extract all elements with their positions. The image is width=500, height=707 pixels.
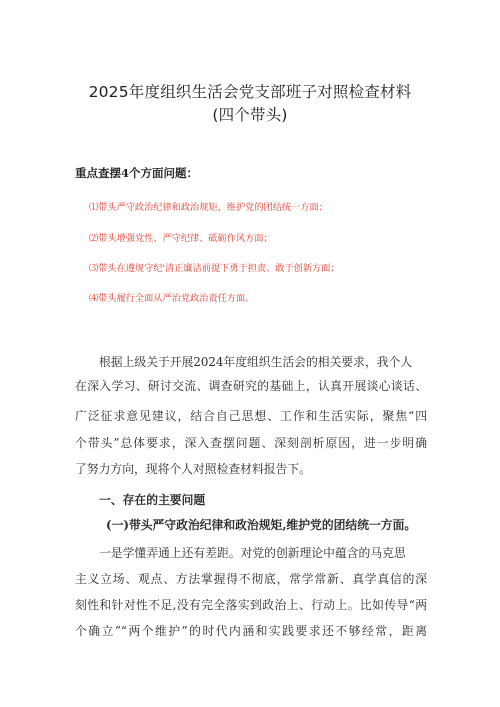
body-line: 一是学懂弄通上还有差距。对党的创新理论中蕴含的马克思 xyxy=(99,546,406,560)
intro-line: 根据上级关于开展2024年度组织生活会的相关要求，我个人 xyxy=(99,355,413,369)
body-line: 主义立场、观点、方法掌握得不彻底，常学常新、真学真信的深 xyxy=(75,572,427,586)
intro-line: 广泛征求意见建议，结合自己思想、工作和生活实际，聚焦“四 xyxy=(75,409,427,423)
body-line: 刻性和针对性不足,没有完全落实到政治上、行动上。比如传导“两 xyxy=(75,598,427,612)
document-subtitle: (四个带头) xyxy=(212,106,288,124)
intro-line: 个带头”总体要求，深入查摆问题、深刻剖析原因，进一步明确 xyxy=(75,436,427,450)
subsection-heading: (一)带头严守政治纪律和政治规矩,维护党的团结统一方面。 xyxy=(106,518,417,532)
document-title: 2025年度组织生活会党支部班子对照检查材料 xyxy=(88,83,412,101)
focus-item: ⑶带头在遵规守纪'清正廉洁前提下勇于担责、敢于创新方面； xyxy=(89,263,340,274)
focus-item: ⑵带头增强党性、严守纪律、砥砺作风方面； xyxy=(89,233,273,244)
focus-heading: 重点查摆4个方面问题： xyxy=(75,166,199,180)
focus-item: ⑴带头严守政治纪律和政治规矩，维护党的团结统一方面； xyxy=(89,202,328,213)
body-line: 个确立”“两个维护”的时代内涵和实践要求还不够经常，距离 xyxy=(75,624,427,638)
focus-item: ⑷带头履行全面从严治党政治责任方面。 xyxy=(89,293,255,304)
intro-line: 了努力方向，现将个人对照检查材料报告下。 xyxy=(75,462,311,476)
section-heading: 一、存在的主要问题 xyxy=(99,493,206,507)
intro-line: 在深入学习、研讨交流、调查研究的基础上，认真开展谈心谈话、 xyxy=(75,379,427,393)
